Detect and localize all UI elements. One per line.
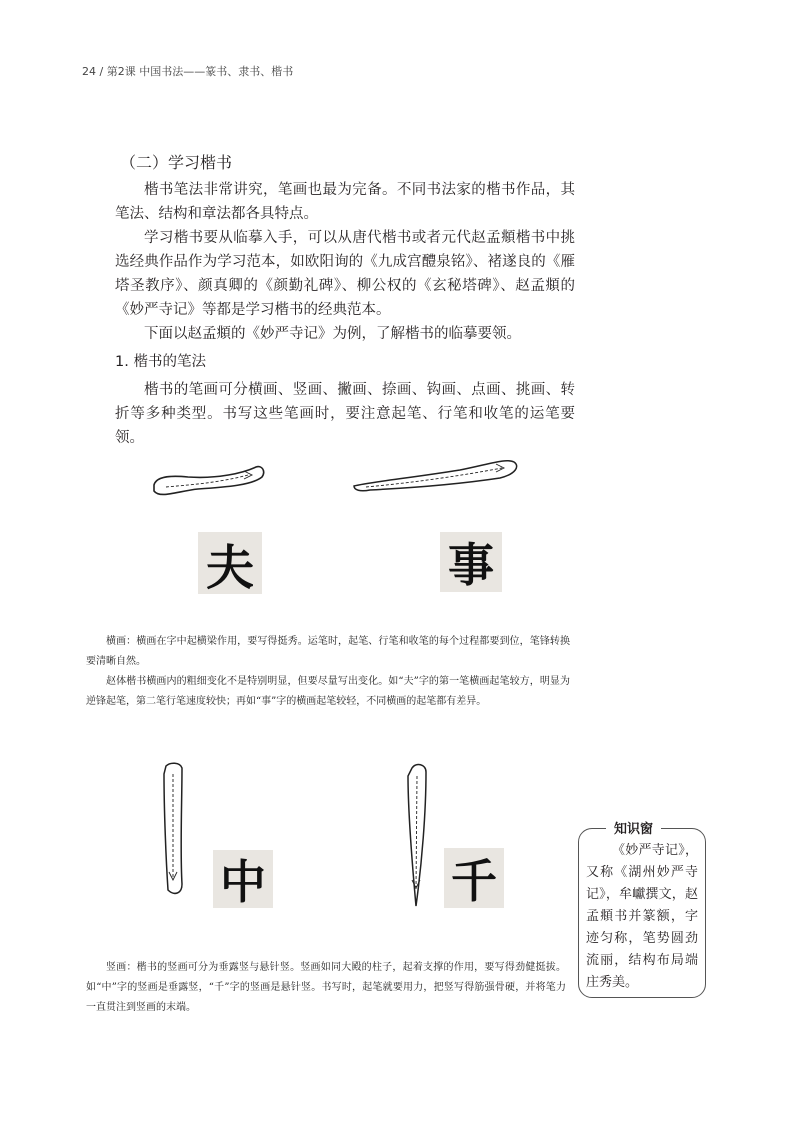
calligraphy-sample-fu: 夫 bbox=[198, 532, 262, 594]
paragraph: 楷书笔法非常讲究，笔画也最为完备。不同书法家的楷书作品，其笔法、结构和章法都各具特点。 bbox=[115, 182, 575, 222]
figure1-caption bbox=[86, 632, 570, 712]
knowledge-window-text bbox=[586, 840, 698, 994]
vertical-stroke-diagram-right bbox=[402, 762, 436, 912]
subsection-heading: 1. 楷书的笔法 bbox=[115, 354, 206, 370]
paragraph: 下面以赵孟頫的《妙严寺记》为例，了解楷书的临摹要领。 bbox=[144, 326, 521, 342]
horizontal-stroke-diagram-right bbox=[350, 452, 522, 496]
knowledge-window-paragraph: 《妙严寺记》，又称《湖州妙严寺记》，牟巘撰文，赵孟頫书并篆额，字迹匀称，笔势圆劲流丽，结构布局端庄秀美。 bbox=[586, 843, 698, 990]
running-header: 24 ∕ 第2课 中国书法——篆书、隶书、楷书 bbox=[82, 65, 294, 78]
paragraph: 楷书的笔画可分横画、竖画、撇画、捺画、钩画、点画、挑画、转折等多种类型。书写这些笔画时，要注意起笔、行笔和收笔的运笔要领。 bbox=[115, 382, 575, 446]
horizontal-stroke-diagram-left bbox=[148, 455, 268, 505]
subsection-text bbox=[115, 378, 575, 450]
caption-paragraph: 横画：横画在字中起横梁作用，要写得挺秀。运笔时，起笔、行笔和收笔的每个过程都要到位，笔锋转换要清晰自然。 bbox=[86, 636, 570, 667]
calligraphy-sample-qian: 千 bbox=[444, 848, 504, 908]
vertical-stroke-diagram-left bbox=[160, 760, 190, 900]
knowledge-window-title: 知识窗 bbox=[606, 818, 661, 837]
paragraph: 学习楷书要从临摹入手，可以从唐代楷书或者元代赵孟頫楷书中挑选经典作品作为学习范本，如欧阳询的《九成宫醴泉铭》、褚遂良的《雁塔圣教序》、颜真卿的《颜勤礼碑》、柳公权的《玄秘塔碑》、赵孟頫的《妙严寺记》等都是学习楷书的经典范本。 bbox=[115, 230, 575, 318]
figure2-caption bbox=[86, 958, 566, 1018]
calligraphy-sample-zhong: 中 bbox=[213, 850, 273, 908]
calligraphy-sample-shi: 事 bbox=[440, 532, 502, 592]
body-text bbox=[115, 178, 575, 346]
section-title: （二）学习楷书 bbox=[120, 153, 233, 172]
caption-paragraph: 竖画：楷书的竖画可分为垂露竖与悬针竖。竖画如同大殿的柱子，起着支撑的作用，要写得劲健挺拔。如“中”字的竖画是垂露竖，“千”字的竖画是悬针竖。书写时，起笔就要用力，把竖写得筋强骨硬，并将笔力一直贯注到竖画的末端。 bbox=[86, 962, 566, 1013]
caption-paragraph: 赵体楷书横画内的粗细变化不是特别明显，但要尽量写出变化。如“夫”字的第一笔横画起笔较方，明显为逆锋起笔，第二笔行笔速度较快；再如“事”字的横画起笔较轻，不同横画的起笔都有差异。 bbox=[86, 676, 570, 707]
